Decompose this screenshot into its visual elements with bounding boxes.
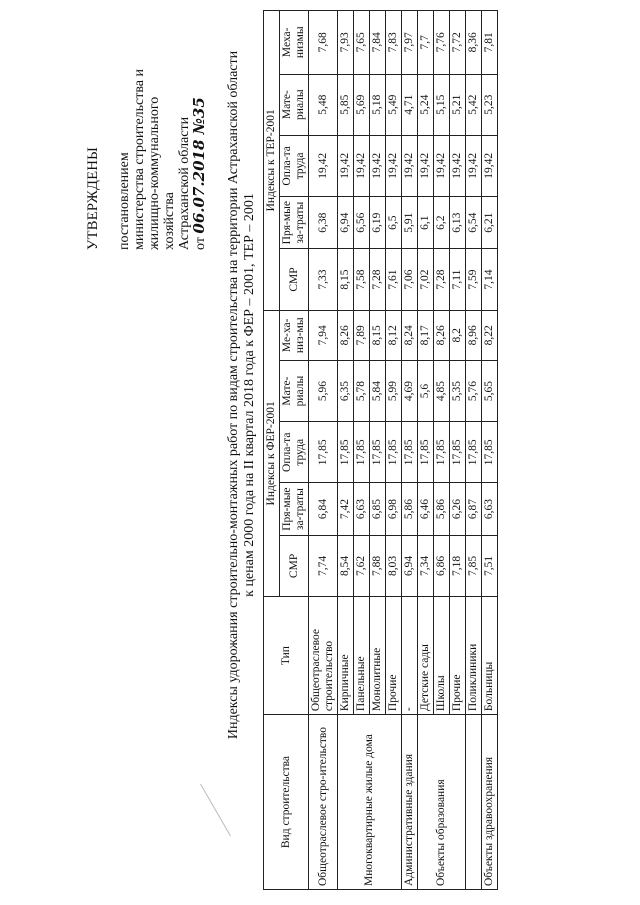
- value-cell: 5,96: [309, 360, 338, 421]
- table-row: [466, 11, 482, 890]
- value-cell: 5,84: [370, 360, 386, 421]
- value-cell: 7,94: [309, 310, 338, 360]
- col-smr-ter: СМР: [280, 249, 309, 310]
- table-row: [338, 11, 354, 890]
- value-cell: 19,42: [434, 135, 450, 196]
- value-cell: 7,28: [434, 249, 450, 310]
- value-cell: 8,24: [402, 310, 418, 360]
- value-cell: 6,2: [434, 196, 450, 248]
- value-cell: 8,26: [434, 310, 450, 360]
- value-cell: 17,85: [402, 422, 418, 483]
- value-cell: 17,85: [354, 422, 370, 483]
- row-type-cell: Поликлиники: [466, 597, 482, 715]
- date-prefix: от: [193, 237, 208, 250]
- value-cell: 17,85: [450, 422, 466, 483]
- value-cell: 6,63: [482, 483, 498, 535]
- col-direct-fer: Пря-мые за-траты: [280, 483, 309, 535]
- value-cell: 4,71: [402, 74, 418, 135]
- col-smr-fer: СМР: [280, 535, 309, 596]
- approval-date: [192, 30, 208, 250]
- row-type-cell: Школы: [434, 597, 450, 715]
- table-row: [309, 11, 338, 890]
- col-materials-ter: Мате-риалы: [280, 74, 309, 135]
- value-cell: 7,83: [386, 11, 402, 75]
- approval-heading: УТВЕРЖДЕНЫ: [85, 146, 101, 250]
- value-cell: 5,78: [354, 360, 370, 421]
- value-cell: 7,76: [434, 11, 450, 75]
- value-cell: 6,94: [402, 535, 418, 596]
- row-type-cell: Детские сады: [418, 597, 434, 715]
- value-cell: 7,88: [370, 535, 386, 596]
- value-cell: 6,94: [338, 196, 354, 248]
- col-type-header: Тип: [264, 597, 309, 715]
- col-mech-fer: Ме-ха-низ-мы: [280, 310, 309, 360]
- row-type-cell: Больницы: [482, 597, 498, 715]
- value-cell: 17,85: [466, 422, 482, 483]
- value-cell: 8,15: [370, 310, 386, 360]
- row-type-cell: Общеотраслевое строительство: [309, 597, 338, 715]
- value-cell: 7,14: [482, 249, 498, 310]
- value-cell: 5,15: [434, 74, 450, 135]
- approval-line: постановлением: [117, 152, 132, 250]
- value-cell: 5,6: [418, 360, 434, 421]
- value-cell: 8,17: [418, 310, 434, 360]
- value-cell: 19,42: [418, 135, 434, 196]
- approval-block: [86, 30, 208, 250]
- value-cell: 8,22: [482, 310, 498, 360]
- value-cell: 6,54: [466, 196, 482, 248]
- value-cell: 19,42: [466, 135, 482, 196]
- value-cell: 6,46: [418, 483, 434, 535]
- value-cell: 8,15: [338, 249, 354, 310]
- value-cell: 7,7: [418, 11, 434, 75]
- row-kind-cell: Общеотраслевое стро-ительство: [309, 715, 338, 890]
- row-kind-cell: [466, 715, 482, 890]
- value-cell: 7,85: [466, 535, 482, 596]
- value-cell: 19,42: [402, 135, 418, 196]
- col-direct-ter: Пря-мые за-траты: [280, 196, 309, 248]
- row-type-cell: Прочие: [450, 597, 466, 715]
- value-cell: 6,98: [386, 483, 402, 535]
- col-labor-ter: Опла-та труда: [280, 135, 309, 196]
- title-line-1: Индексы удорожания строительно-монтажных работ по видам строительства на территории Астраханской области: [226, 50, 241, 740]
- row-type-cell: Монолитные: [370, 597, 386, 715]
- value-cell: 7,28: [370, 249, 386, 310]
- value-cell: 7,89: [354, 310, 370, 360]
- value-cell: 6,13: [450, 196, 466, 248]
- value-cell: 6,19: [370, 196, 386, 248]
- value-cell: 5,86: [402, 483, 418, 535]
- col-labor-fer: Опла-та труда: [280, 422, 309, 483]
- header-row-1: [264, 11, 280, 890]
- value-cell: 4,69: [402, 360, 418, 421]
- value-cell: 19,42: [338, 135, 354, 196]
- value-cell: 7,58: [354, 249, 370, 310]
- value-cell: 17,85: [434, 422, 450, 483]
- approval-line: хозяйства: [162, 192, 177, 250]
- approval-line: Астраханской области: [177, 116, 192, 250]
- value-cell: 6,5: [386, 196, 402, 248]
- value-cell: 7,84: [370, 11, 386, 75]
- row-type-cell: Панельные: [354, 597, 370, 715]
- table-row: [402, 11, 418, 890]
- value-cell: 7,06: [402, 249, 418, 310]
- value-cell: 7,34: [418, 535, 434, 596]
- indices-table: [263, 10, 498, 890]
- col-kind-header: Вид строительства: [264, 715, 309, 890]
- value-cell: 5,76: [466, 360, 482, 421]
- value-cell: 17,85: [386, 422, 402, 483]
- value-cell: 6,86: [434, 535, 450, 596]
- value-cell: 5,21: [450, 74, 466, 135]
- document-title: [226, 35, 258, 755]
- value-cell: 6,56: [354, 196, 370, 248]
- value-cell: 5,35: [450, 360, 466, 421]
- value-cell: 17,85: [482, 422, 498, 483]
- value-cell: 6,87: [466, 483, 482, 535]
- col-mech-ter: Меха-низмы: [280, 11, 309, 75]
- value-cell: 6,38: [309, 196, 338, 248]
- row-kind-cell: Многоквартирные жилые дома: [338, 715, 402, 890]
- value-cell: 7,62: [354, 535, 370, 596]
- value-cell: 7,42: [338, 483, 354, 535]
- value-cell: 5,18: [370, 74, 386, 135]
- value-cell: 7,97: [402, 11, 418, 75]
- title-line-2: к ценам 2000 года на II квартал 2018 года к ФЕР – 2001, ТЕР – 2001: [242, 193, 257, 597]
- value-cell: 17,85: [309, 422, 338, 483]
- approval-line: министерства строительства и: [132, 68, 147, 250]
- scan-mark: [200, 784, 231, 836]
- value-cell: 8,26: [338, 310, 354, 360]
- value-cell: 7,11: [450, 249, 466, 310]
- value-cell: 7,81: [482, 11, 498, 75]
- row-kind-cell: Объекты образования: [418, 715, 466, 890]
- value-cell: 19,42: [354, 135, 370, 196]
- table-row: [418, 11, 434, 890]
- value-cell: 5,23: [482, 74, 498, 135]
- value-cell: 7,65: [354, 11, 370, 75]
- value-cell: 5,69: [354, 74, 370, 135]
- table-row: [482, 11, 498, 890]
- value-cell: 7,02: [418, 249, 434, 310]
- value-cell: 7,74: [309, 535, 338, 596]
- value-cell: 7,18: [450, 535, 466, 596]
- value-cell: 17,85: [338, 422, 354, 483]
- value-cell: 8,03: [386, 535, 402, 596]
- row-type-cell: Кирпичные: [338, 597, 354, 715]
- fer-group-header: Индексы к ФЕР-2001: [264, 310, 280, 596]
- value-cell: 5,99: [386, 360, 402, 421]
- value-cell: 7,59: [466, 249, 482, 310]
- value-cell: 7,51: [482, 535, 498, 596]
- value-cell: 6,26: [450, 483, 466, 535]
- value-cell: 6,84: [309, 483, 338, 535]
- value-cell: 17,85: [370, 422, 386, 483]
- value-cell: 5,91: [402, 196, 418, 248]
- value-cell: 19,42: [370, 135, 386, 196]
- row-kind-cell: Административные здания: [402, 715, 418, 890]
- row-type-cell: Прочие: [386, 597, 402, 715]
- value-cell: 6,21: [482, 196, 498, 248]
- value-cell: 8,36: [466, 11, 482, 75]
- value-cell: 8,54: [338, 535, 354, 596]
- handwritten-date: 06.07.2018 №35: [190, 97, 208, 234]
- col-materials-fer: Мате-риалы: [280, 360, 309, 421]
- value-cell: 8,12: [386, 310, 402, 360]
- value-cell: 8,96: [466, 310, 482, 360]
- value-cell: 5,65: [482, 360, 498, 421]
- value-cell: 5,42: [466, 74, 482, 135]
- value-cell: 7,72: [450, 11, 466, 75]
- value-cell: 19,42: [482, 135, 498, 196]
- value-cell: 5,85: [338, 74, 354, 135]
- value-cell: 4,85: [434, 360, 450, 421]
- row-type-cell: -: [402, 597, 418, 715]
- value-cell: 7,33: [309, 249, 338, 310]
- value-cell: 6,85: [370, 483, 386, 535]
- value-cell: 8,2: [450, 310, 466, 360]
- value-cell: 6,63: [354, 483, 370, 535]
- row-kind-cell: Объекты здравоохранения: [482, 715, 498, 890]
- value-cell: 5,24: [418, 74, 434, 135]
- value-cell: 6,1: [418, 196, 434, 248]
- value-cell: 19,42: [450, 135, 466, 196]
- value-cell: 5,49: [386, 74, 402, 135]
- value-cell: 17,85: [418, 422, 434, 483]
- value-cell: 6,35: [338, 360, 354, 421]
- ter-group-header: Индексы к ТЕР-2001: [264, 11, 280, 311]
- approval-line: жилищно-коммунального: [147, 96, 162, 250]
- value-cell: 7,93: [338, 11, 354, 75]
- value-cell: 5,86: [434, 483, 450, 535]
- value-cell: 7,68: [309, 11, 338, 75]
- value-cell: 5,48: [309, 74, 338, 135]
- value-cell: 19,42: [386, 135, 402, 196]
- value-cell: 7,61: [386, 249, 402, 310]
- value-cell: 19,42: [309, 135, 338, 196]
